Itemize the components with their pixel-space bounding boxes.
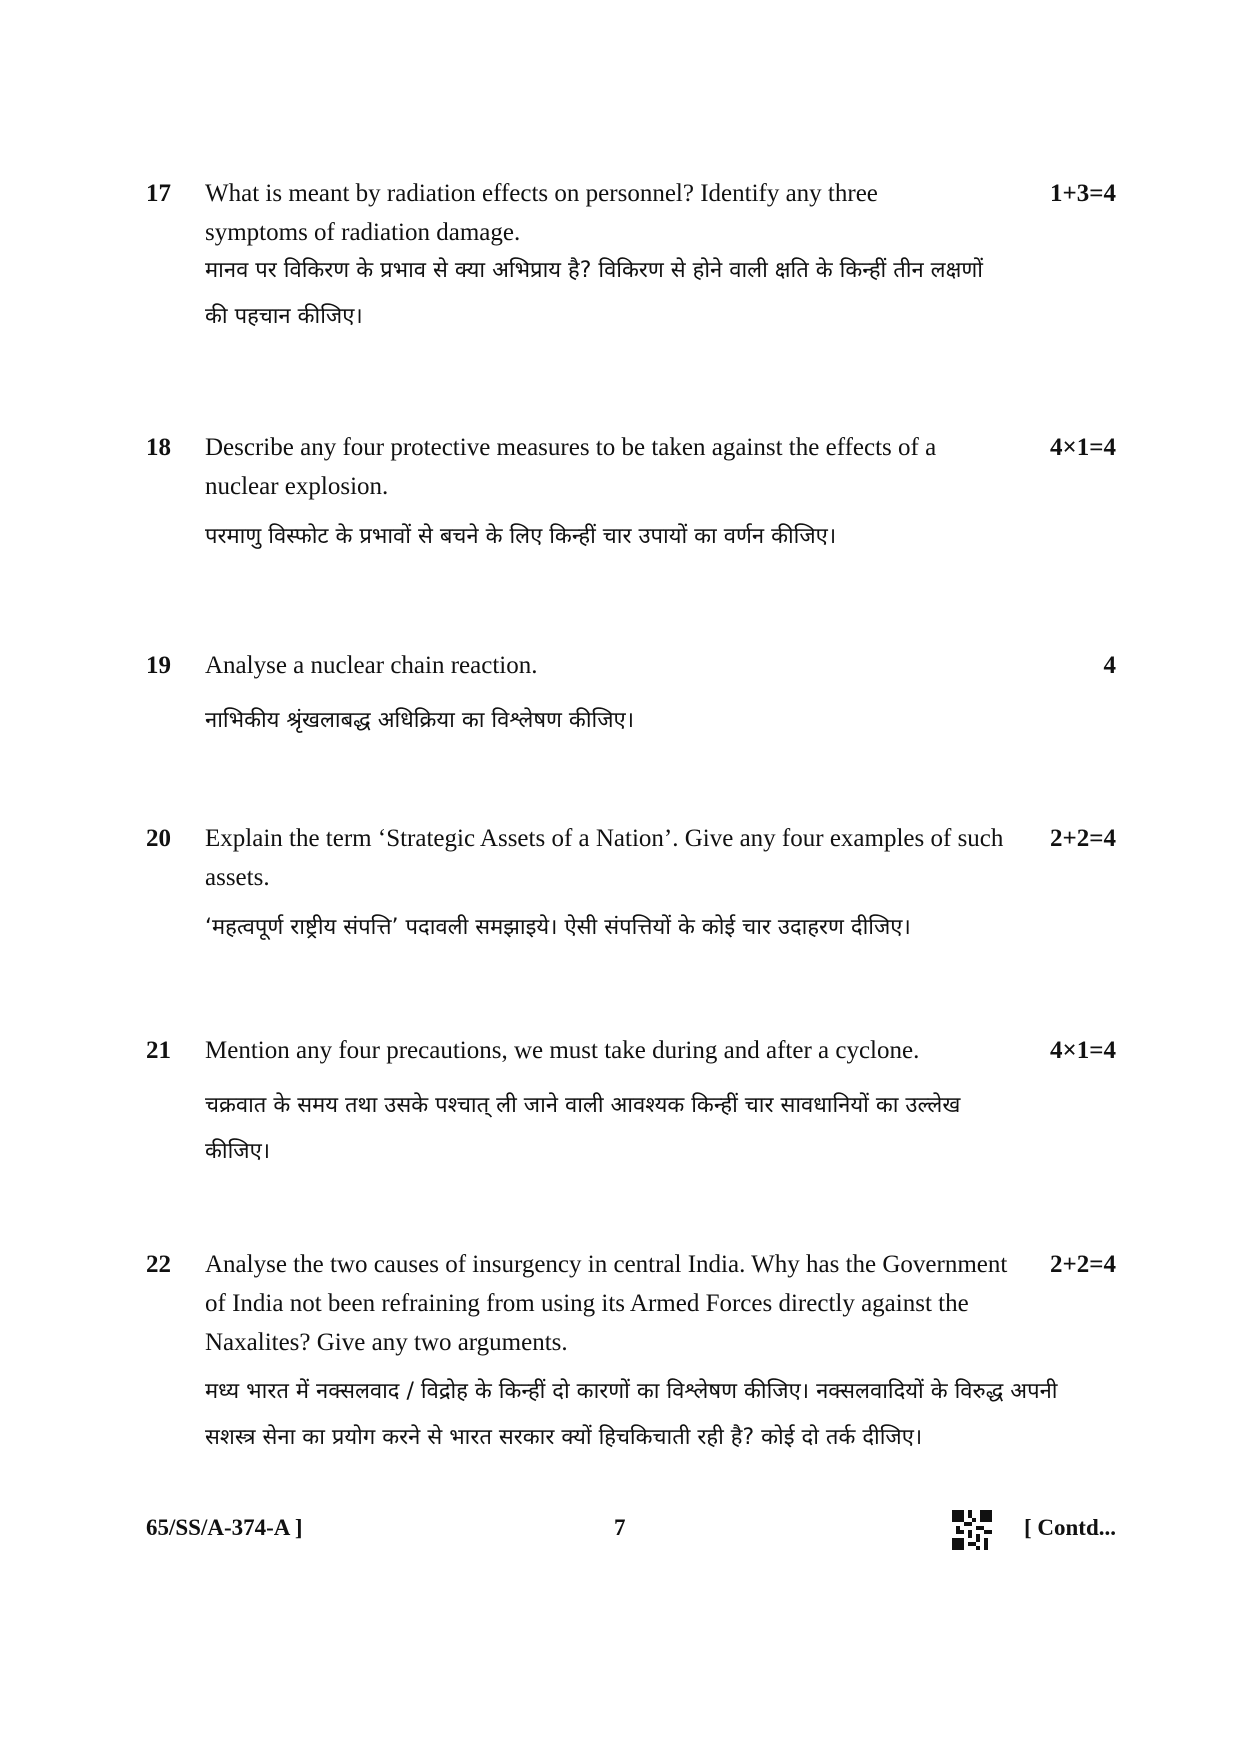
question-marks: 2+2=4 [1050, 1251, 1116, 1278]
continued-label: [ Contd... [1023, 1515, 1116, 1540]
question-number: 17 [146, 180, 171, 207]
question-marks: 4×1=4 [1050, 434, 1116, 461]
question-marks: 4×1=4 [1050, 1037, 1116, 1064]
question-number: 19 [146, 652, 171, 679]
question-text-english: Analyse a nuclear chain reaction. [205, 652, 538, 679]
question-number: 20 [146, 825, 171, 852]
question-text-english: Describe any four protective measures to be taken against the effects of a nuclear explosion. [205, 434, 937, 500]
question-text-hindi: मध्य भारत में नक्सलवाद / विद्रोह के किन्हीं दो कारणों का विश्लेषण कीजिए। नक्सलवादियों के विरुद्ध अपनी सशस्त्र सेना का प्रयोग करने से भारत सरकार क्यों हिचकिचाती रही है? कोई दो तर्क दीजिए। [205, 1379, 1058, 1450]
paper-code: 65/SS/A-374-A ] [146, 1515, 303, 1540]
question-marks: 2+2=4 [1050, 825, 1116, 852]
question-text-english: Mention any four precautions, we must take during and after a cyclone. [205, 1037, 920, 1064]
question-text-hindi: परमाणु विस्फोट के प्रभावों से बचने के लिए किन्हीं चार उपायों का वर्णन कीजिए। [205, 524, 837, 549]
question-text-hindi: चक्रवात के समय तथा उसके पश्चात् ली जाने वाली आवश्यक किन्हीं चार सावधानियों का उल्लेख कीजिए। [205, 1093, 961, 1164]
question-number: 21 [146, 1037, 171, 1064]
question-text-english: Explain the term ‘Strategic Assets of a Nation’. Give any four examples of such assets. [205, 825, 1004, 891]
page-footer [0, 1508, 1240, 1548]
question-marks: 1+3=4 [1050, 180, 1116, 207]
page-number: 7 [614, 1515, 626, 1540]
question-text-english: Analyse the two causes of insurgency in central India. Why has the Government of India not been refraining from using its Armed Forces directly against the Naxalites? Give any two arguments. [205, 1251, 1008, 1356]
qr-code-icon [952, 1510, 992, 1550]
question-text-english: What is meant by radiation effects on personnel? Identify any three symptoms of radiation damage. [205, 180, 878, 246]
question-number: 22 [146, 1251, 171, 1278]
question-text-hindi: ‘महत्वपूर्ण राष्ट्रीय संपत्ति’ पदावली समझाइये। ऐसी संपत्तियों के कोई चार उदाहरण दीजिए। [205, 915, 911, 940]
question-text-hindi: नाभिकीय श्रृंखलाबद्ध अधिक्रिया का विश्लेषण कीजिए। [205, 708, 635, 733]
question-marks: 4 [1103, 652, 1116, 679]
question-text-hindi: मानव पर विकिरण के प्रभाव से क्या अभिप्राय है? विकिरण से होने वाली क्षति के किन्हीं तीन लक्षणों की पहचान कीजिए। [205, 258, 983, 329]
question-number: 18 [146, 434, 171, 461]
